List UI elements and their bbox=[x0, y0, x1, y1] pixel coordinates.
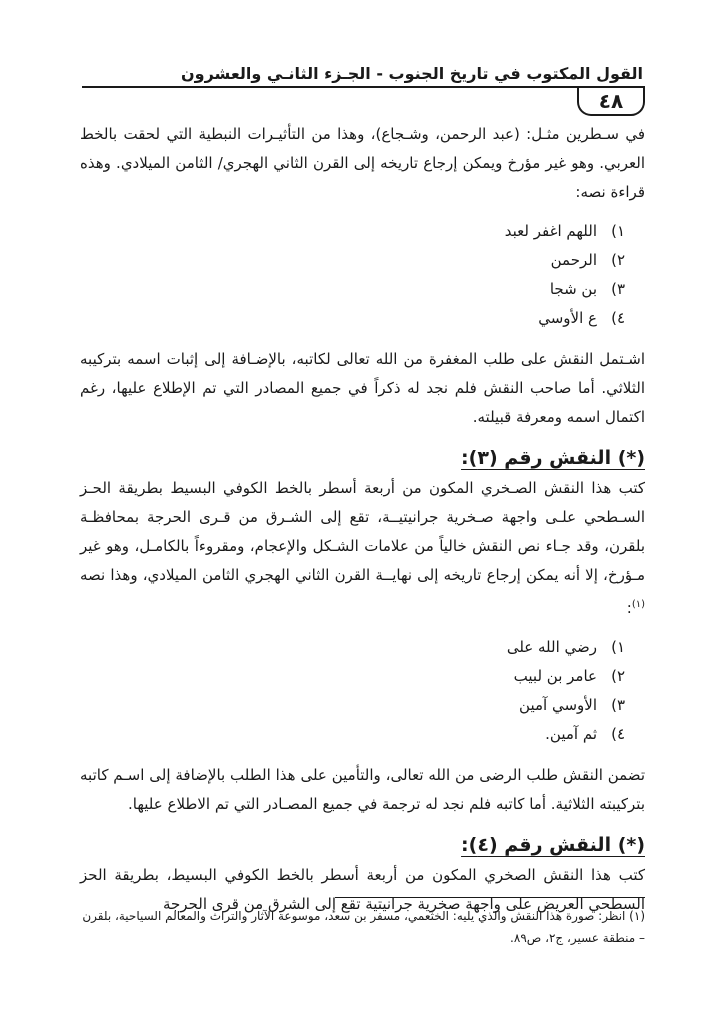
line-number: ٤) bbox=[611, 725, 625, 743]
footnote: (١) انظر: صورة هذا النقش والذي يليه: الخثعمي، مسفر بن سعد، موسوعة الآثار والتراث والمعالم السياحية، بلقرن – منطقة عسير، ج٢، ص٨٩. bbox=[82, 909, 645, 945]
header-rule bbox=[82, 86, 645, 88]
line-text: ثم آمين. bbox=[545, 725, 597, 743]
list-item bbox=[80, 720, 625, 749]
main-text bbox=[80, 120, 645, 919]
list-item bbox=[80, 304, 625, 333]
line-text: عامر بن لبيب bbox=[513, 667, 597, 685]
line-text: بن شجا bbox=[549, 280, 597, 298]
paragraph-5: كتب هذا النقش الصخري المكون من أربعة أسطر بالخط الكوفي البسيط، بطريقة الحز السطحي العريض على واجهة صخرية جرانيتية تقع إلى الشرق من قرى الحرجة bbox=[80, 866, 645, 913]
list-item bbox=[80, 691, 625, 720]
line-text: اللهم اغفر لعبد bbox=[504, 222, 597, 240]
list-item bbox=[80, 633, 625, 662]
line-number: ١) bbox=[611, 638, 625, 656]
line-text: ع الأوسي bbox=[538, 309, 597, 327]
paragraph-2: اشـتمل النقش على طلب المغفرة من الله تعالى لكاتبه، بالإضـافة إلى إثبات اسمه بتركيبه الثلاثي. أما صاحب النقش فلم نجد له ذكراً في جميع المصادر التي تم الإطلاع عليها، رغم اكتمال اسمه ومعرفة قبيلته. bbox=[80, 350, 645, 426]
page-number: ٤٨ bbox=[577, 86, 645, 116]
line-text: الأوسي آمين bbox=[519, 696, 597, 714]
list-item bbox=[80, 217, 625, 246]
line-number: ٢) bbox=[611, 251, 625, 269]
inscription-2-lines bbox=[80, 217, 645, 333]
line-number: ٢) bbox=[611, 667, 625, 685]
line-text: الرحمن bbox=[550, 251, 597, 269]
paragraph-4: تضمن النقش طلب الرضى من الله تعالى، والتأمين على هذا الطلب بالإضافة إلى اسـم كاتبه بتركيبته الثلاثية. أما كاتبه فلم نجد له ترجمة في جميع المصـادر التي تم الاطلاع عليها. bbox=[80, 766, 645, 813]
list-item bbox=[80, 246, 625, 275]
inscription-3-lines bbox=[80, 633, 645, 749]
footnote-ref: (١) bbox=[631, 599, 645, 610]
paragraph-3: كتب هذا النقش الصـخري المكون من أربعة أسطر بالخط الكوفي البسيط بطريقة الحـز السـطحي علـى واجهة صـخرية جرانيتيــة، تقع إلى الشـرق من قـرى الحرجة بمحافظـة بلقرن، وقد جـاء نص النقش خالياً من علامات الشـكل والإعجام، ومقروءاً بالكامـل، وهو غير مـؤرخ، إلا أنه يمكن إرجاع تاريخه إلى نهايــة القرن الثاني الهجري الثامن الميلادي، وهذا نصه $^{(١)}$: bbox=[80, 479, 645, 617]
line-number: ٣) bbox=[611, 280, 625, 298]
section-heading-inscription-4: (*) النقش رقم (٤): bbox=[461, 834, 645, 856]
list-item bbox=[80, 662, 625, 691]
line-number: ٣) bbox=[611, 696, 625, 714]
line-text: رضي الله على bbox=[506, 638, 597, 656]
line-number: ٤) bbox=[611, 309, 625, 327]
section-heading-inscription-3: (*) النقش رقم (٣): bbox=[461, 447, 645, 469]
running-header-title: القول المكتوب في تاريخ الجنوب - الجـزء الثانـي والعشرون bbox=[180, 64, 643, 83]
paragraph-1: في سـطرين مثـل: (عبد الرحمن، وشـجاع)، وهذا من التأثيـرات النبطية التي لحقت بالخط العربي. وهو غير مؤرخ ويمكن إرجاع تاريخه إلى القرن الثاني الهجري/ الثامن الميلادي. وهذه قراءة نصه: bbox=[80, 125, 645, 201]
list-item bbox=[80, 275, 625, 304]
line-number: ١) bbox=[611, 222, 625, 240]
footnote-rule bbox=[335, 897, 645, 898]
